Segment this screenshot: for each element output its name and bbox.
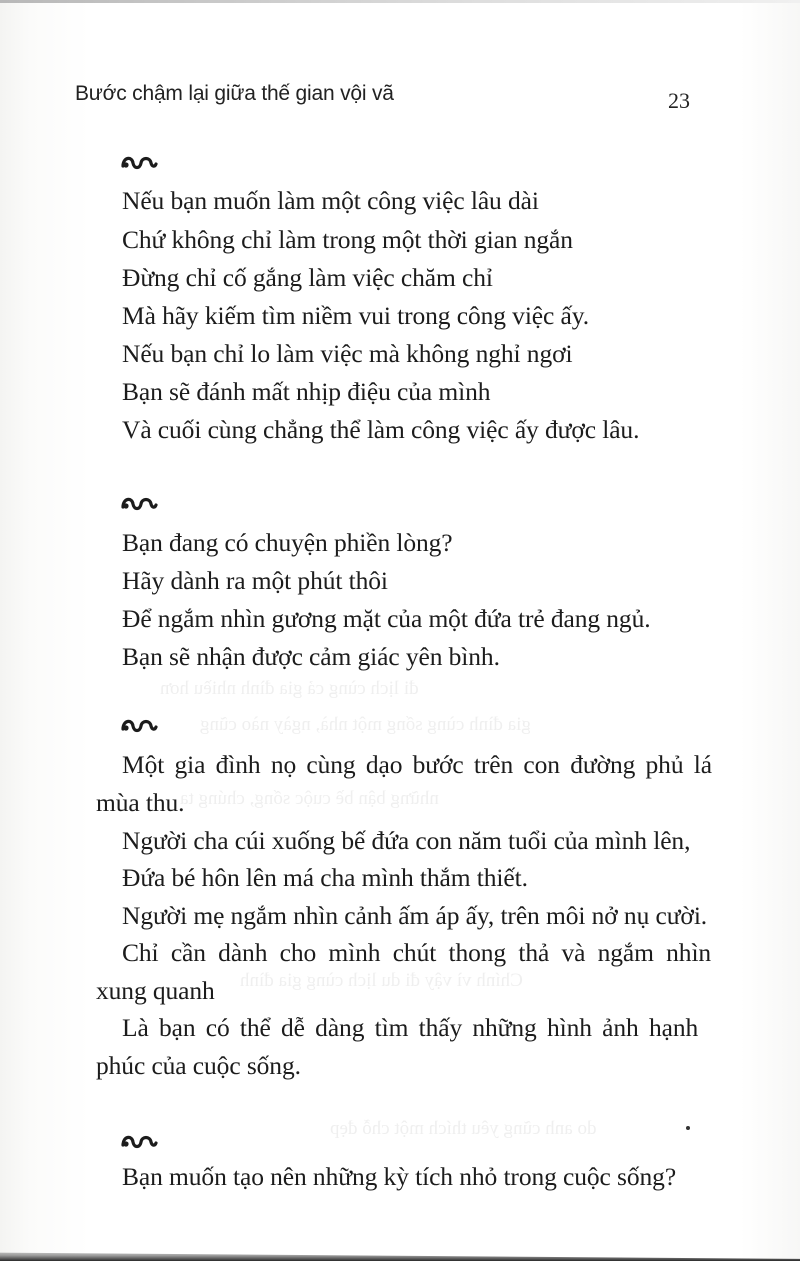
verse-line: Bạn đang có chuyện phiền lòng? bbox=[122, 528, 453, 557]
paper-speck bbox=[686, 1126, 690, 1130]
verse-line: Nếu bạn muốn làm một công việc lâu dài bbox=[122, 186, 539, 215]
verse-line: mùa thu. bbox=[96, 788, 185, 817]
page-top-edge bbox=[0, 0, 800, 3]
verse-line: Và cuối cùng chẳng thể làm công việc ấy được lâu. bbox=[122, 415, 640, 444]
verse-line: Mà hãy kiếm tìm niềm vui trong công việc ấy. bbox=[122, 301, 590, 330]
curl-ornament-icon bbox=[120, 493, 158, 513]
verse-line: xung quanh bbox=[96, 976, 215, 1005]
show-through-text: đi lịch cùng cả gia đình nhiều hơn bbox=[160, 678, 419, 699]
show-through-text: Chính vì vậy đi du lịch cùng gia đình bbox=[240, 970, 523, 991]
show-through-text: do anh cũng yêu thích một chỗ đẹp bbox=[330, 1118, 597, 1139]
page-bottom-shadow bbox=[0, 1247, 800, 1261]
verse-line: Một gia đình nọ cùng dạo bước trên con đường phủ lá bbox=[122, 750, 712, 779]
show-through-text: gia đình cùng sống một nhà, ngày nào cũng bbox=[200, 714, 531, 735]
verse-line: Để ngắm nhìn gương mặt của một đứa trẻ đang ngủ. bbox=[122, 604, 651, 633]
verse-line: Chỉ cần dành cho mình chút thong thả và ngắm nhìn bbox=[122, 938, 712, 967]
verse-line: Bạn muốn tạo nên những kỳ tích nhỏ trong cuộc sống? bbox=[122, 1162, 677, 1191]
verse-line: Người cha cúi xuống bế đứa con năm tuổi của mình lên, bbox=[122, 826, 691, 855]
verse-line: phúc của cuộc sống. bbox=[96, 1051, 301, 1080]
page-number: 23 bbox=[668, 88, 690, 113]
verse-line: Nếu bạn chỉ lo làm việc mà không nghỉ ngơi bbox=[122, 339, 573, 368]
verse-line: Bạn sẽ đánh mất nhịp điệu của mình bbox=[122, 377, 491, 406]
verse-line: Bạn sẽ nhận được cảm giác yên bình. bbox=[122, 642, 500, 671]
show-through-text: những bận bề cuộc sống, chúng ta bbox=[180, 788, 439, 809]
curl-ornament-icon bbox=[120, 152, 158, 172]
verse-line: Đừng chỉ cố gắng làm việc chăm chỉ bbox=[122, 263, 493, 292]
verse-line: Hãy dành ra một phút thôi bbox=[122, 566, 388, 595]
verse-line: Chứ không chỉ làm trong một thời gian ngắn bbox=[122, 225, 573, 254]
verse-line: Đứa bé hôn lên má cha mình thắm thiết. bbox=[122, 863, 528, 892]
curl-ornament-icon bbox=[120, 715, 158, 735]
running-head-title: Bước chậm lại giữa thế gian vội vã bbox=[75, 82, 394, 105]
verse-line: Là bạn có thể dễ dàng tìm thấy những hình ảnh hạnh bbox=[122, 1013, 699, 1042]
verse-line: Người mẹ ngắm nhìn cảnh ấm áp ấy, trên môi nở nụ cười. bbox=[122, 901, 708, 930]
curl-ornament-icon bbox=[120, 1131, 158, 1151]
